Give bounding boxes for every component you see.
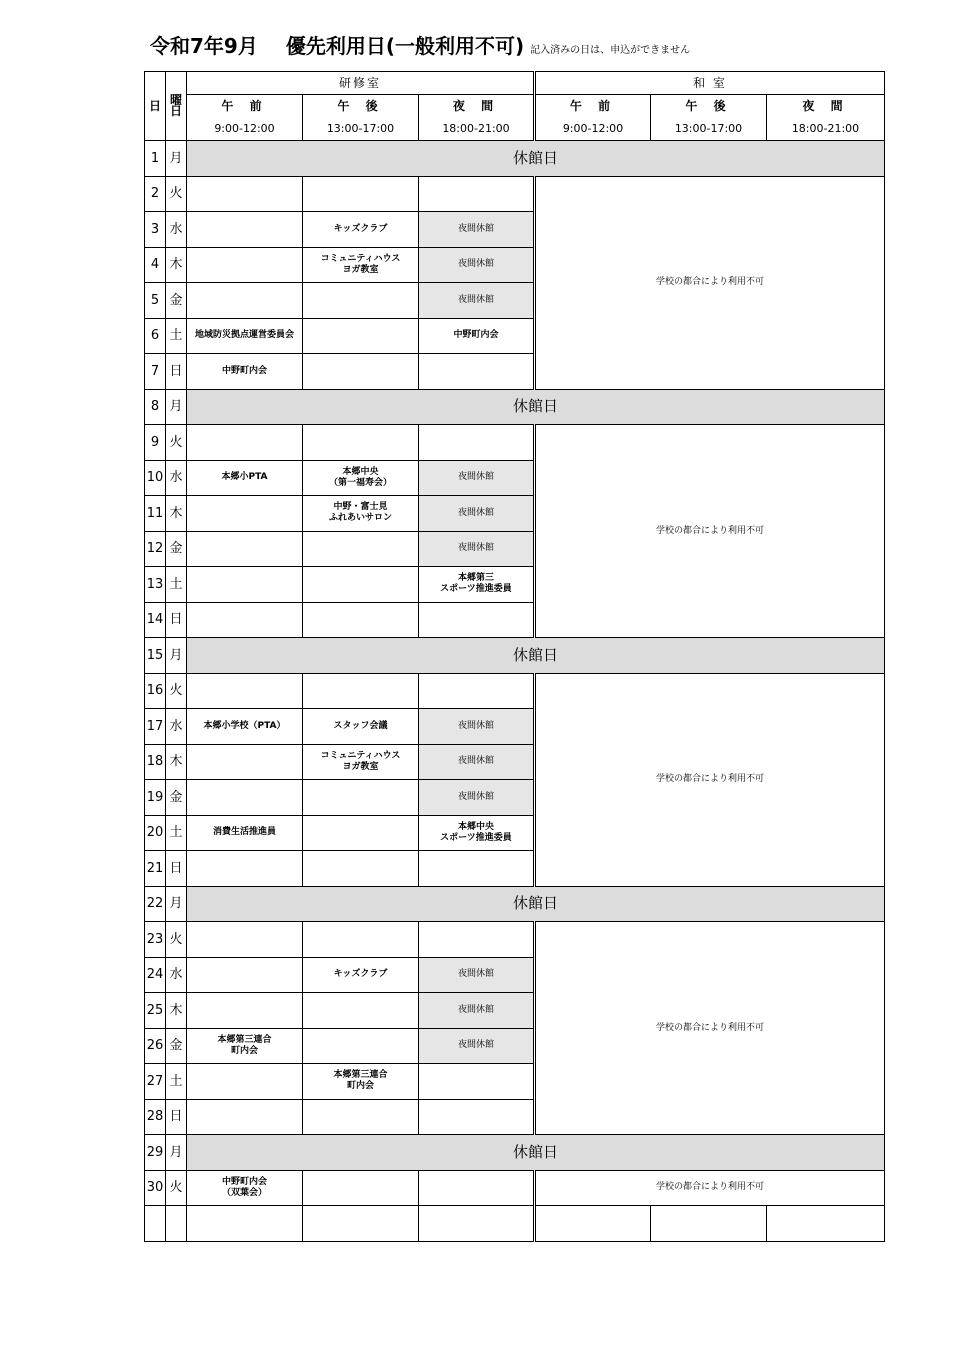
time-header: 13:00-17:00 [303, 118, 419, 141]
room-header-kenshu: 研修室 [187, 72, 535, 95]
table-row [145, 886, 885, 922]
day-cell [145, 1206, 166, 1242]
table-row [145, 176, 885, 212]
kenshu-evening-cell: 夜間休館 [419, 496, 535, 532]
kenshu-am-cell [187, 957, 303, 993]
washitsu-unavailable-cell: 学校の都合により利用不可 [535, 176, 885, 389]
dow-cell: 月 [166, 1135, 187, 1171]
dow-cell: 火 [166, 176, 187, 212]
kenshu-pm-cell [303, 1170, 419, 1206]
kenshu-evening-cell: 夜間休館 [419, 780, 535, 816]
kenshu-am-cell: 本郷小学校（PTA） [187, 709, 303, 745]
dow-cell: 木 [166, 496, 187, 532]
dow-header: 曜日 [166, 72, 187, 141]
day-cell: 10 [145, 460, 166, 496]
closed-day-banner: 休館日 [187, 141, 885, 177]
kenshu-evening-cell [419, 602, 535, 638]
washitsu-unavailable-cell: 学校の都合により利用不可 [535, 922, 885, 1135]
kenshu-pm-cell [303, 1206, 419, 1242]
time-header: 18:00-21:00 [419, 118, 535, 141]
dow-cell: 木 [166, 247, 187, 283]
dow-cell: 水 [166, 957, 187, 993]
kenshu-evening-cell: 夜間休館 [419, 212, 535, 248]
kenshu-pm-cell: コミュニティハウス ヨガ教室 [303, 744, 419, 780]
kenshu-evening-cell: 夜間休館 [419, 744, 535, 780]
slot-header: 午 前 [187, 95, 303, 118]
dow-cell: 火 [166, 1170, 187, 1206]
closed-day-banner: 休館日 [187, 886, 885, 922]
kenshu-pm-cell [303, 815, 419, 851]
kenshu-am-cell [187, 425, 303, 461]
day-cell: 6 [145, 318, 166, 354]
kenshu-pm-cell [303, 567, 419, 603]
day-cell: 5 [145, 283, 166, 319]
kenshu-evening-cell: 夜間休館 [419, 531, 535, 567]
kenshu-am-cell: 中野町内会 [187, 354, 303, 390]
washitsu-unavailable-cell: 学校の都合により利用不可 [535, 673, 885, 886]
day-cell: 9 [145, 425, 166, 461]
kenshu-am-cell [187, 1206, 303, 1242]
day-cell: 15 [145, 638, 166, 674]
kenshu-pm-cell: 本郷中央 （第一福寿会） [303, 460, 419, 496]
closed-day-banner: 休館日 [187, 638, 885, 674]
day-cell: 2 [145, 176, 166, 212]
kenshu-evening-cell: 夜間休館 [419, 993, 535, 1029]
time-header: 9:00-12:00 [535, 118, 651, 141]
dow-cell: 金 [166, 531, 187, 567]
kenshu-am-cell [187, 247, 303, 283]
dow-cell: 土 [166, 567, 187, 603]
day-cell: 11 [145, 496, 166, 532]
washitsu-am-cell [535, 1206, 651, 1242]
kenshu-am-cell [187, 1099, 303, 1135]
table-row [145, 389, 885, 425]
day-cell: 24 [145, 957, 166, 993]
washitsu-unavailable-cell: 学校の都合により利用不可 [535, 1170, 885, 1206]
dow-cell: 土 [166, 318, 187, 354]
kenshu-am-cell [187, 283, 303, 319]
table-row [145, 638, 885, 674]
kenshu-am-cell [187, 993, 303, 1029]
kenshu-pm-cell [303, 993, 419, 1029]
kenshu-am-cell: 本郷第三連合 町内会 [187, 1028, 303, 1064]
day-cell: 8 [145, 389, 166, 425]
kenshu-am-cell [187, 531, 303, 567]
day-cell: 29 [145, 1135, 166, 1171]
kenshu-evening-cell [419, 1206, 535, 1242]
day-cell: 14 [145, 602, 166, 638]
kenshu-pm-cell [303, 602, 419, 638]
kenshu-evening-cell [419, 673, 535, 709]
dow-cell: 月 [166, 638, 187, 674]
day-cell: 30 [145, 1170, 166, 1206]
day-cell: 13 [145, 567, 166, 603]
day-cell: 25 [145, 993, 166, 1029]
day-cell: 20 [145, 815, 166, 851]
kenshu-am-cell [187, 496, 303, 532]
table-row [145, 1170, 885, 1206]
table-row [145, 673, 885, 709]
dow-cell: 火 [166, 922, 187, 958]
time-header: 9:00-12:00 [187, 118, 303, 141]
dow-cell: 土 [166, 1064, 187, 1100]
kenshu-am-cell: 本郷小PTA [187, 460, 303, 496]
day-cell: 7 [145, 354, 166, 390]
dow-cell: 土 [166, 815, 187, 851]
day-cell: 26 [145, 1028, 166, 1064]
slot-header: 夜 間 [767, 95, 885, 118]
kenshu-am-cell [187, 851, 303, 887]
kenshu-pm-cell: コミュニティハウス ヨガ教室 [303, 247, 419, 283]
slot-header: 午 前 [535, 95, 651, 118]
dow-cell: 月 [166, 886, 187, 922]
dow-cell [166, 1206, 187, 1242]
kenshu-am-cell [187, 176, 303, 212]
dow-cell: 日 [166, 602, 187, 638]
title-month: 令和7年9月 [150, 34, 258, 58]
day-cell: 19 [145, 780, 166, 816]
kenshu-am-cell: 消費生活推進員 [187, 815, 303, 851]
dow-cell: 日 [166, 354, 187, 390]
table-row [145, 1135, 885, 1171]
table-row [145, 425, 885, 461]
day-cell: 4 [145, 247, 166, 283]
day-header: 日 [145, 72, 166, 141]
dow-cell: 火 [166, 425, 187, 461]
dow-cell: 日 [166, 851, 187, 887]
closed-day-banner: 休館日 [187, 389, 885, 425]
kenshu-pm-cell [303, 1028, 419, 1064]
kenshu-evening-cell [419, 1064, 535, 1100]
kenshu-am-cell [187, 780, 303, 816]
day-cell: 23 [145, 922, 166, 958]
kenshu-pm-cell: 本郷第三連合 町内会 [303, 1064, 419, 1100]
kenshu-pm-cell [303, 673, 419, 709]
kenshu-am-cell [187, 744, 303, 780]
dow-cell: 月 [166, 389, 187, 425]
kenshu-am-cell [187, 567, 303, 603]
slot-header: 夜 間 [419, 95, 535, 118]
dow-cell: 月 [166, 141, 187, 177]
day-cell: 17 [145, 709, 166, 745]
kenshu-pm-cell [303, 176, 419, 212]
kenshu-am-cell: 中野町内会 （双葉会） [187, 1170, 303, 1206]
kenshu-pm-cell: キッズクラブ [303, 957, 419, 993]
kenshu-am-cell [187, 212, 303, 248]
kenshu-pm-cell [303, 318, 419, 354]
day-cell: 18 [145, 744, 166, 780]
room-header-washitsu: 和 室 [535, 72, 885, 95]
dow-cell: 日 [166, 1099, 187, 1135]
kenshu-evening-cell: 夜間休館 [419, 957, 535, 993]
day-cell: 28 [145, 1099, 166, 1135]
kenshu-evening-cell [419, 425, 535, 461]
time-header: 13:00-17:00 [651, 118, 767, 141]
day-cell: 12 [145, 531, 166, 567]
kenshu-am-cell [187, 922, 303, 958]
kenshu-evening-cell [419, 1099, 535, 1135]
washitsu-unavailable-cell: 学校の都合により利用不可 [535, 425, 885, 638]
kenshu-evening-cell [419, 176, 535, 212]
dow-cell: 水 [166, 460, 187, 496]
kenshu-evening-cell [419, 851, 535, 887]
kenshu-evening-cell: 夜間休館 [419, 283, 535, 319]
kenshu-pm-cell [303, 283, 419, 319]
kenshu-am-cell: 地域防災拠点運営委員会 [187, 318, 303, 354]
day-cell: 27 [145, 1064, 166, 1100]
table-row [145, 1206, 885, 1242]
kenshu-evening-cell [419, 1170, 535, 1206]
dow-cell: 火 [166, 673, 187, 709]
closed-day-banner: 休館日 [187, 1135, 885, 1171]
dow-cell: 水 [166, 709, 187, 745]
washitsu-evening-cell [767, 1206, 885, 1242]
kenshu-evening-cell: 夜間休館 [419, 460, 535, 496]
kenshu-am-cell [187, 602, 303, 638]
kenshu-pm-cell [303, 922, 419, 958]
kenshu-pm-cell: スタッフ会議 [303, 709, 419, 745]
kenshu-pm-cell [303, 1099, 419, 1135]
kenshu-pm-cell [303, 531, 419, 567]
dow-cell: 金 [166, 1028, 187, 1064]
kenshu-pm-cell [303, 780, 419, 816]
washitsu-pm-cell [651, 1206, 767, 1242]
page-heading [150, 30, 690, 59]
day-cell: 16 [145, 673, 166, 709]
schedule-table [144, 71, 885, 1242]
kenshu-evening-cell: 本郷第三 スポーツ推進委員 [419, 567, 535, 603]
day-cell: 21 [145, 851, 166, 887]
kenshu-evening-cell: 夜間休館 [419, 247, 535, 283]
kenshu-pm-cell [303, 354, 419, 390]
day-cell: 3 [145, 212, 166, 248]
kenshu-pm-cell [303, 425, 419, 461]
kenshu-evening-cell: 中野町内会 [419, 318, 535, 354]
kenshu-pm-cell [303, 851, 419, 887]
title-main: 優先利用日(一般利用不可) [285, 34, 525, 58]
kenshu-evening-cell [419, 354, 535, 390]
kenshu-am-cell [187, 673, 303, 709]
kenshu-evening-cell: 本郷中央 スポーツ推進委員 [419, 815, 535, 851]
kenshu-evening-cell: 夜間休館 [419, 709, 535, 745]
dow-cell: 木 [166, 993, 187, 1029]
slot-header: 午 後 [651, 95, 767, 118]
kenshu-evening-cell: 夜間休館 [419, 1028, 535, 1064]
dow-cell: 木 [166, 744, 187, 780]
kenshu-am-cell [187, 1064, 303, 1100]
dow-cell: 水 [166, 212, 187, 248]
table-row [145, 141, 885, 177]
dow-cell: 金 [166, 780, 187, 816]
dow-cell: 金 [166, 283, 187, 319]
table-row [145, 922, 885, 958]
day-cell: 22 [145, 886, 166, 922]
kenshu-pm-cell: キッズクラブ [303, 212, 419, 248]
kenshu-evening-cell [419, 922, 535, 958]
day-cell: 1 [145, 141, 166, 177]
slot-header: 午 後 [303, 95, 419, 118]
kenshu-pm-cell: 中野・富士見 ふれあいサロン [303, 496, 419, 532]
time-header: 18:00-21:00 [767, 118, 885, 141]
title-note: 記入済みの日は、申込ができません [530, 45, 691, 56]
